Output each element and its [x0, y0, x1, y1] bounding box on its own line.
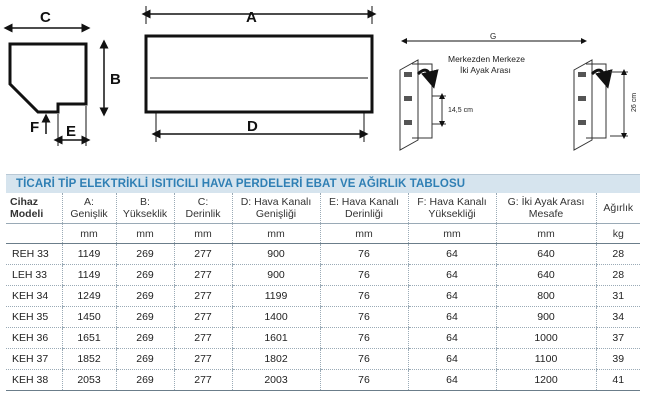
- table-cell: 1400: [232, 307, 320, 328]
- table-cell: 64: [408, 370, 496, 391]
- units-row: [6, 224, 640, 244]
- table-cell: 28: [596, 244, 640, 265]
- table-cell: 76: [320, 244, 408, 265]
- table-cell: 1249: [62, 286, 116, 307]
- mount-text-line1: Merkezden Merkeze: [448, 54, 526, 64]
- unit-cell: mm: [320, 224, 408, 244]
- table-row: [6, 349, 640, 370]
- table-cell: 269: [116, 244, 174, 265]
- label-a: A: [246, 9, 257, 26]
- label-e: E: [66, 123, 77, 140]
- table-cell: 34: [596, 307, 640, 328]
- table-cell: 76: [320, 328, 408, 349]
- table-cell: 76: [320, 370, 408, 391]
- col-header-e: E: Hava Kanalı Derinliği: [320, 193, 408, 224]
- table-row: [6, 286, 640, 307]
- table-cell: 640: [496, 265, 596, 286]
- table-cell: 64: [408, 328, 496, 349]
- table-cell: 2053: [62, 370, 116, 391]
- table-cell: 269: [116, 328, 174, 349]
- unit-cell: mm: [232, 224, 320, 244]
- table-cell: 269: [116, 370, 174, 391]
- table-cell: 277: [174, 286, 232, 307]
- table-cell: 64: [408, 349, 496, 370]
- table-cell: 1149: [62, 265, 116, 286]
- model-cell: KEH 34: [6, 286, 62, 307]
- table-cell: 277: [174, 244, 232, 265]
- col-header-c: C: Derinlik: [174, 193, 232, 224]
- model-cell: KEH 35: [6, 307, 62, 328]
- table-cell: 76: [320, 265, 408, 286]
- model-cell: REH 33: [6, 244, 62, 265]
- label-b: B: [110, 71, 121, 88]
- table-cell: 800: [496, 286, 596, 307]
- label-c: C: [40, 9, 51, 26]
- col-header-weight: Ağırlık: [596, 193, 640, 224]
- table-cell: 1852: [62, 349, 116, 370]
- table-row: [6, 370, 640, 391]
- unit-cell: kg: [596, 224, 640, 244]
- table-cell: 64: [408, 307, 496, 328]
- table-cell: 269: [116, 349, 174, 370]
- label-d: D: [247, 118, 258, 135]
- table-cell: 277: [174, 328, 232, 349]
- table-cell: 1651: [62, 328, 116, 349]
- table-cell: 76: [320, 286, 408, 307]
- dimension-diagrams: [0, 0, 646, 172]
- table-row: [6, 307, 640, 328]
- table-cell: 39: [596, 349, 640, 370]
- col-header-model: Cihaz Modeli: [6, 193, 62, 224]
- model-cell: LEH 33: [6, 265, 62, 286]
- table-cell: 37: [596, 328, 640, 349]
- dimensions-table-section: [6, 174, 640, 391]
- label-f: F: [30, 119, 40, 136]
- table-cell: 1200: [496, 370, 596, 391]
- table-cell: 269: [116, 307, 174, 328]
- table-title: TİCARİ TİP ELEKTRİKLİ ISITICILI HAVA PERDELERİ EBAT VE AĞIRLIK TABLOSU: [6, 174, 640, 193]
- dimensions-weight-table: [6, 193, 640, 391]
- mount-text-line2: İki Ayak Arası: [460, 65, 511, 75]
- table-row: [6, 265, 640, 286]
- table-cell: 28: [596, 265, 640, 286]
- dim-14-5-cm: 14,5 cm: [448, 107, 473, 114]
- mounting-diagram: [400, 32, 638, 150]
- table-cell: 76: [320, 349, 408, 370]
- col-header-b: B: Yükseklik: [116, 193, 174, 224]
- table-cell: 277: [174, 265, 232, 286]
- table-row: [6, 328, 640, 349]
- table-cell: 1000: [496, 328, 596, 349]
- table-cell: 64: [408, 265, 496, 286]
- dim-26-cm: 26 cm: [631, 92, 638, 112]
- table-cell: 277: [174, 307, 232, 328]
- unit-cell: mm: [116, 224, 174, 244]
- unit-cell: mm: [496, 224, 596, 244]
- table-cell: 64: [408, 286, 496, 307]
- label-g: G: [490, 32, 497, 41]
- table-cell: 2003: [232, 370, 320, 391]
- unit-cell: [6, 224, 62, 244]
- col-header-d: D: Hava Kanalı Genişliği: [232, 193, 320, 224]
- table-cell: 76: [320, 307, 408, 328]
- model-cell: KEH 38: [6, 370, 62, 391]
- table-cell: 31: [596, 286, 640, 307]
- table-cell: 900: [232, 244, 320, 265]
- table-cell: 269: [116, 286, 174, 307]
- table-cell: 1601: [232, 328, 320, 349]
- table-cell: 1199: [232, 286, 320, 307]
- table-cell: 900: [232, 265, 320, 286]
- unit-cell: mm: [408, 224, 496, 244]
- table-cell: 277: [174, 370, 232, 391]
- unit-cell: mm: [62, 224, 116, 244]
- table-cell: 64: [408, 244, 496, 265]
- table-cell: 1149: [62, 244, 116, 265]
- table-cell: 269: [116, 265, 174, 286]
- table-cell: 640: [496, 244, 596, 265]
- table-row: [6, 244, 640, 265]
- col-header-g: G: İki Ayak Arası Mesafe: [496, 193, 596, 224]
- table-cell: 41: [596, 370, 640, 391]
- col-header-a: A: Genişlik: [62, 193, 116, 224]
- table-cell: 1802: [232, 349, 320, 370]
- header-row: [6, 193, 640, 224]
- front-view-diagram: [146, 6, 372, 142]
- col-header-f: F: Hava Kanalı Yüksekliği: [408, 193, 496, 224]
- dimension-drawing: [0, 0, 646, 172]
- model-cell: KEH 37: [6, 349, 62, 370]
- table-cell: 1100: [496, 349, 596, 370]
- unit-cell: mm: [174, 224, 232, 244]
- side-view-diagram: [8, 9, 121, 146]
- table-cell: 900: [496, 307, 596, 328]
- model-cell: KEH 36: [6, 328, 62, 349]
- table-cell: 1450: [62, 307, 116, 328]
- table-cell: 277: [174, 349, 232, 370]
